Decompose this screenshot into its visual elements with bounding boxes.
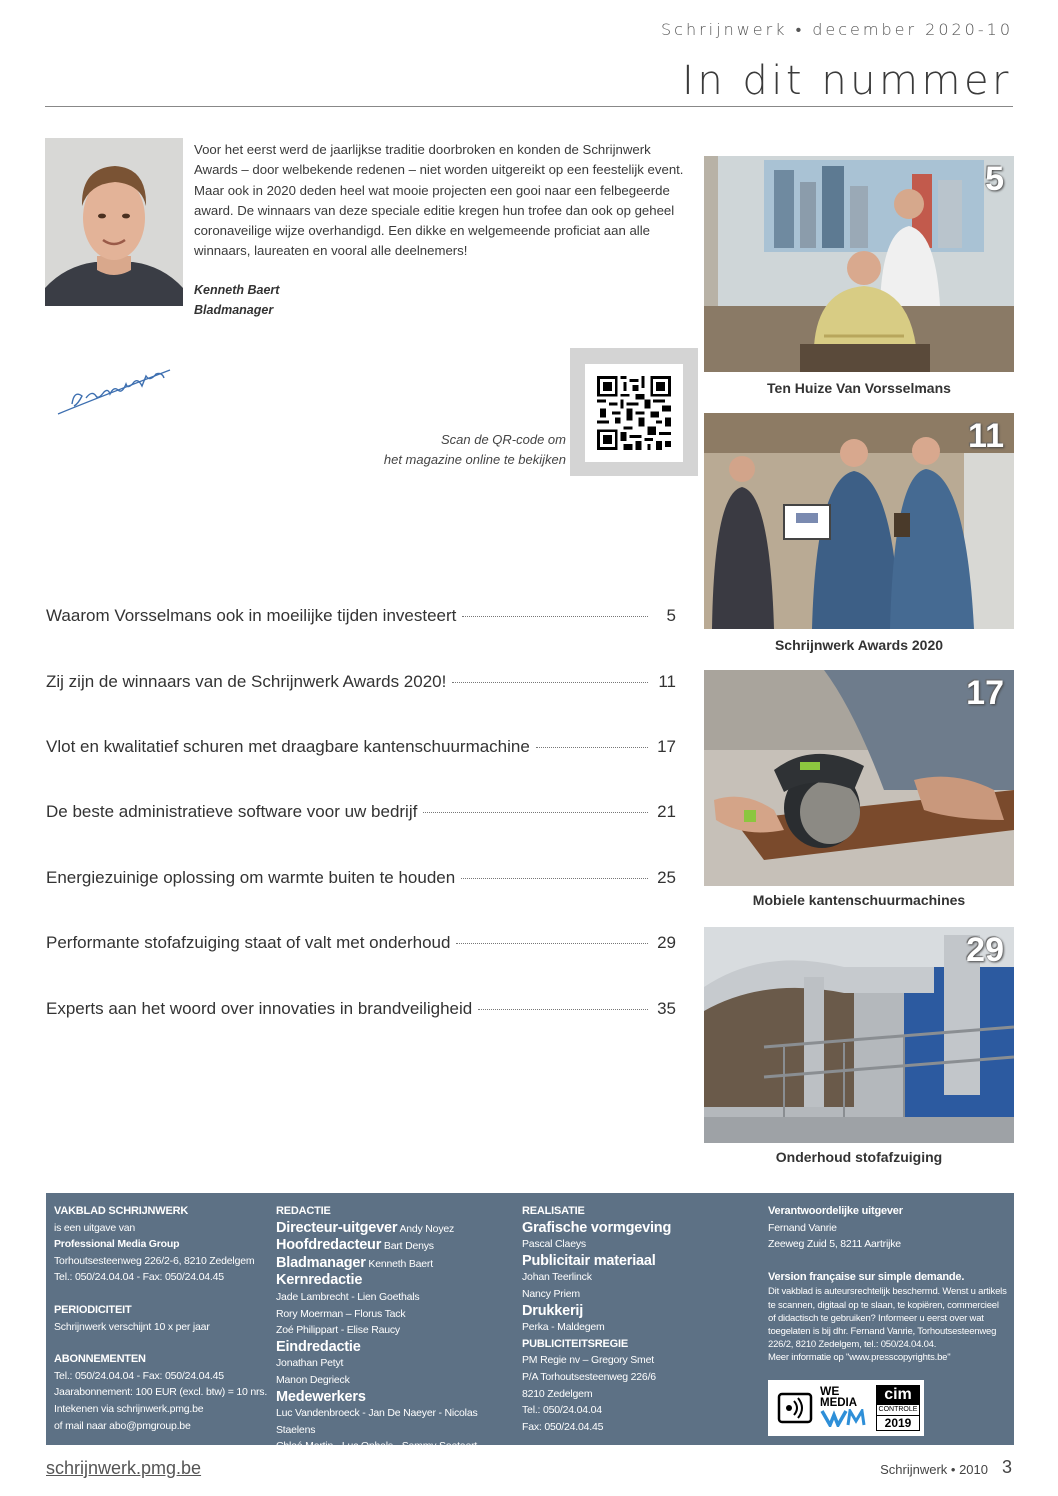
colophon-line: Fax: 050/24.04.45: [522, 1420, 604, 1433]
colophon-line: Zoé Philippart - Elise Raucy: [276, 1324, 400, 1337]
toc-leader: [423, 812, 648, 813]
colophon-line: Jonathan Petyt: [276, 1357, 344, 1370]
toc-item-page: 29: [657, 933, 676, 952]
header-issue-info: Schrijnwerk • december 2020-10: [661, 20, 1013, 39]
feature-page-number: 29: [966, 931, 1004, 969]
toc-item[interactable]: [46, 868, 676, 888]
toc-leader: [452, 682, 648, 683]
toc-item-page: 11: [658, 672, 676, 691]
qr-caption-line1: Scan de QR-code om: [440, 432, 566, 447]
colophon-line: Luc Vandenbroeck - Jan De Naeyer - Nicolas Staelens: [276, 1407, 478, 1436]
editorial-author: [194, 280, 279, 320]
we-media-logo: [820, 1385, 868, 1431]
colophon-role: Drukkerij: [522, 1302, 584, 1319]
toc-item[interactable]: [46, 933, 676, 953]
header-divider: [45, 106, 1013, 107]
colophon-line: Tel.: 050/24.04.04 - Fax: 050/24.04.45: [54, 1369, 224, 1382]
colophon-line: Intekenen via schrijnwerk.pmg.be: [54, 1402, 204, 1415]
colophon-line: Pascal Claeys: [522, 1238, 586, 1251]
toc-item-title: Experts aan het woord over innovaties in brandveiligheid: [46, 999, 473, 1018]
toc-item-page: 21: [657, 802, 676, 821]
feature-page-number: 11: [968, 417, 1004, 455]
colophon-line: of mail naar abo@pmgroup.be: [54, 1419, 191, 1432]
toc-item[interactable]: [46, 672, 676, 692]
logo-cim: cim: [876, 1385, 920, 1405]
author-signature: [52, 360, 177, 420]
logo-media: MEDIA: [820, 1397, 858, 1409]
toc-item-title: Waarom Vorsselmans ook in moeilijke tijden investeert: [46, 606, 457, 625]
colophon-publisher: [54, 1203, 274, 1434]
toc-item-title: Performante stofafzuiging staat of valt met onderhoud: [46, 933, 451, 952]
colophon-publisher-responsible: [768, 1203, 1008, 1365]
qr-caption: [384, 430, 566, 470]
colophon-name: Andy Noyez: [399, 1222, 455, 1235]
colophon-line: Professional Media Group: [54, 1238, 180, 1251]
feature-photo-extraction[interactable]: [704, 927, 1014, 1143]
qr-caption-line2: het magazine online te bekijken: [383, 452, 566, 467]
logo-year: 2019: [876, 1415, 920, 1431]
colophon-copyright-link: Meer informatie op "www.presscopyrights.be": [768, 1352, 951, 1364]
feature-photo-awards[interactable]: [704, 413, 1014, 629]
colophon-line: is een uitgave van: [54, 1221, 136, 1234]
cim-logo: [876, 1385, 920, 1431]
colophon-line: Perka - Maldegem: [522, 1321, 605, 1334]
colophon-heading: REDACTIE: [276, 1205, 331, 1217]
press-copyright-logo: [774, 1385, 816, 1431]
toc-leader: [462, 616, 648, 617]
footer-page-number: 3: [1001, 1457, 1012, 1477]
author-portrait: [45, 138, 183, 306]
colophon-role: Bladmanager: [276, 1254, 366, 1271]
feature-caption: Onderhoud stofafzuiging: [775, 1149, 943, 1165]
toc-leader: [478, 1009, 648, 1010]
feature-page-number: 5: [985, 160, 1004, 198]
page-title: In dit nummer: [682, 58, 1012, 104]
toc-item-page: 25: [657, 868, 676, 887]
colophon-line: 8210 Zedelgem: [522, 1387, 593, 1400]
feature-photo-office[interactable]: [704, 156, 1014, 372]
logo-we: WE: [820, 1384, 840, 1398]
colophon-production: [522, 1203, 752, 1435]
colophon-heading: VAKBLAD SCHRIJNWERK: [54, 1205, 189, 1217]
colophon-heading: PUBLICITEITSREGIE: [522, 1337, 628, 1350]
colophon-line: Manon Degrieck: [276, 1373, 350, 1386]
feature-page-number: 17: [966, 674, 1004, 712]
colophon-line: Tel.: 050/24.04.04: [522, 1404, 602, 1417]
colophon-line: Torhoutsesteenweg 226/2-6, 8210 Zedelgem: [54, 1254, 255, 1267]
colophon-line: Jaarabonnement: 100 EUR (excl. btw) = 10 nrs.: [54, 1386, 268, 1399]
colophon-editorial: [276, 1203, 516, 1455]
feature-caption: Mobiele kantenschuurmachines: [752, 892, 966, 908]
colophon-role: Grafische vormgeving: [522, 1219, 672, 1236]
colophon-heading: ABONNEMENTEN: [54, 1353, 146, 1366]
qr-code-icon[interactable]: [597, 376, 671, 450]
colophon-heading: Verantwoordelijke uitgever: [768, 1205, 903, 1217]
colophon-line: Tel.: 050/24.04.04 - Fax: 050/24.04.45: [54, 1271, 224, 1284]
toc-item-title: Zij zijn de winnaars van de Schrijnwerk Awards 2020!: [46, 672, 447, 691]
footer-magazine-issue: Schrijnwerk • 2010: [880, 1462, 988, 1477]
toc-item-page: 5: [666, 606, 676, 625]
colophon-role: Eindredactie: [276, 1338, 361, 1355]
colophon-heading: PERIODICITEIT: [54, 1303, 132, 1316]
toc-leader: [536, 747, 648, 748]
colophon-line: Zeeweg Zuid 5, 8211 Aartrijke: [768, 1238, 901, 1251]
logo-cim-sub: CONTROLE: [876, 1405, 920, 1415]
feature-caption: Ten Huize Van Vorsselmans: [767, 380, 951, 396]
colophon-role: Directeur-uitgever: [276, 1219, 398, 1236]
toc-item-page: 35: [657, 999, 676, 1018]
colophon-role: Kernredactie: [276, 1272, 363, 1289]
colophon-logos: [768, 1380, 924, 1436]
colophon-name: Bart Denys: [383, 1240, 434, 1253]
toc-item[interactable]: [46, 802, 676, 822]
toc-item-title: De beste administratieve software voor uw bedrijf: [46, 802, 418, 821]
toc-item-page: 17: [657, 737, 676, 756]
colophon-line: Rory Moerman – Florus Tack: [276, 1307, 406, 1320]
colophon-copyright: Dit vakblad is auteursrechtelijk beschermd. Wenst u artikels te scannen, digitaal op te slaan, te kopiëren, commercieel of didactisch te gebruiken? Informeer u eerst over wat toegelaten is bij dhr. Fernand Vanrie, Torhoutsesteenweg 226/2, 8210 Zedelgem, tel.: 050/24.04.04.: [768, 1286, 1007, 1351]
colophon-line: Nancy Priem: [522, 1287, 580, 1300]
colophon-line: Chloé Martin - Luc Ophals - Sammy Soetaert: [276, 1440, 478, 1453]
colophon-line: P/A Torhoutsesteenweg 226/6: [522, 1370, 656, 1383]
toc-item-title: Vlot en kwalitatief schuren met draagbare kantenschuurmachine: [46, 737, 530, 756]
toc-item[interactable]: [46, 606, 676, 626]
author-role: Bladmanager: [194, 303, 274, 317]
colophon-line: Jade Lambrecht - Lien Goethals: [276, 1290, 420, 1303]
toc-item[interactable]: [46, 999, 676, 1019]
colophon-line: Schrijnwerk verschijnt 10 x per jaar: [54, 1320, 210, 1333]
toc-leader: [456, 943, 648, 944]
colophon-role: Hoofdredacteur: [276, 1237, 382, 1254]
toc-item-title: Energiezuinige oplossing om warmte buiten te houden: [46, 868, 456, 887]
toc-leader: [461, 878, 648, 879]
toc-item[interactable]: [46, 737, 676, 757]
footer-website-link[interactable]: schrijnwerk.pmg.be: [46, 1458, 202, 1478]
colophon: [46, 1193, 1014, 1453]
colophon-role: Medewerkers: [276, 1388, 366, 1405]
colophon-line: Johan Teerlinck: [522, 1271, 592, 1284]
colophon-role: Publicitair materiaal: [522, 1252, 656, 1269]
author-name: Kenneth Baert: [194, 283, 280, 297]
colophon-heading: Version française sur simple demande.: [768, 1270, 965, 1283]
colophon-line: Fernand Vanrie: [768, 1221, 837, 1234]
colophon-line: PM Regie nv – Gregory Smet: [522, 1354, 654, 1367]
feature-caption: Schrijnwerk Awards 2020: [774, 637, 944, 653]
colophon-name: Kenneth Baert: [368, 1257, 433, 1270]
editorial-text: Voor het eerst werd de jaarlijkse traditie doorbroken en konden de Schrijnwerk Awards – door welbekende redenen – niet worden uitgereikt op een feestelijk event. Maar ook in 2020 deden heel wat mooie projecten een gooi naar een felbegeerde award. De winnaars van deze speciale editie kregen hun trofee dan ook op geheel coronaveilige wijze overhandigd. Een dikke en welgemeende proficiat aan alle winnaars, laureaten en vooral alle deelnemers!: [194, 142, 684, 259]
feature-photo-sander[interactable]: [704, 670, 1014, 886]
colophon-heading: REALISATIE: [522, 1205, 585, 1217]
